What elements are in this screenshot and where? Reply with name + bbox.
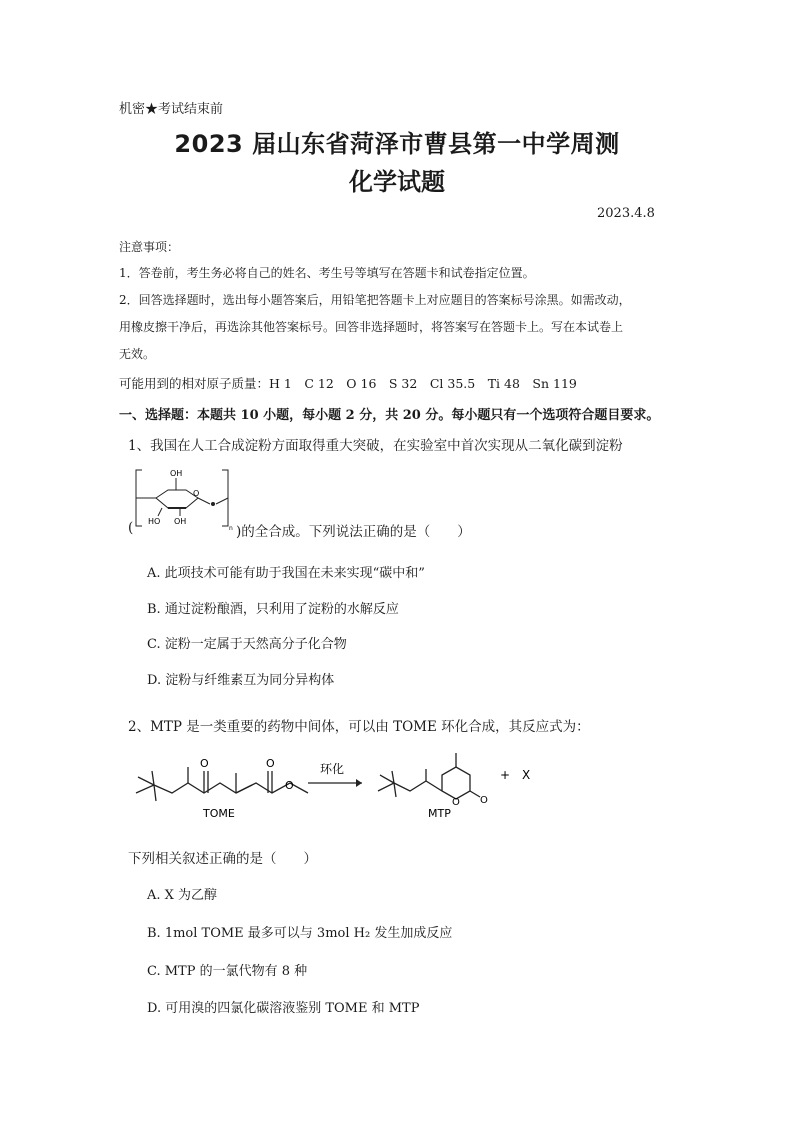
tome-structure bbox=[136, 767, 308, 801]
notice-heading: 注意事项： bbox=[119, 240, 180, 254]
q1-stem-line1: 1、我国在人工合成淀粉方面取得重大突破，在实验室中首次实现从二氧化碳到淀粉 bbox=[128, 438, 623, 454]
arrow-label: 环化 bbox=[320, 762, 345, 776]
notice-item-2-line3: 无效。 bbox=[119, 347, 156, 361]
q2-prompt: 下列相关叙述正确的是（ ） bbox=[128, 851, 317, 867]
q2-option-c: C. MTP 的一氯代物有 8 种 bbox=[147, 964, 308, 979]
q1-open-paren: ( bbox=[128, 520, 134, 536]
q2-option-a: A. X 为乙醇 bbox=[147, 888, 218, 903]
q1-option-b: B. 通过淀粉酿酒，只利用了淀粉的水解反应 bbox=[147, 602, 399, 617]
exam-subtitle: 化学试题 bbox=[349, 168, 445, 196]
q2-option-d: D. 可用溴的四氯化碳溶液鉴别 TOME 和 MTP bbox=[147, 1001, 420, 1016]
mtp-label: MTP bbox=[428, 807, 451, 820]
byproduct-x: + X bbox=[500, 768, 531, 782]
starch-structure bbox=[134, 466, 234, 532]
notice-item-1: 1．答卷前，考生务必将自己的姓名、考生号等填写在答题卡和试卷指定位置。 bbox=[119, 266, 535, 280]
q1-option-a: A. 此项技术可能有助于我国在未来实现“碳中和” bbox=[147, 566, 425, 581]
label-oh-bottom: OH bbox=[174, 517, 187, 526]
tome-label: TOME bbox=[203, 807, 235, 820]
section-heading: 一、选择题：本题共 10 小题，每小题 2 分，共 20 分。每小题只有一个选项符合题目要求。 bbox=[119, 408, 660, 423]
exam-date: 2023.4.8 bbox=[597, 206, 655, 221]
tome-ketone-o: O bbox=[200, 757, 209, 770]
ring-oxygen: O bbox=[193, 489, 200, 498]
q2-stem: 2、MTP 是一类重要的药物中间体，可以由 TOME 环化合成，其反应式为： bbox=[128, 719, 590, 735]
q1-stem-line2: )的全合成。下列说法正确的是（ ） bbox=[236, 524, 471, 540]
q2-option-b: B. 1mol TOME 最多可以与 3mol H₂ 发生加成反应 bbox=[147, 926, 453, 941]
label-oh-top: OH bbox=[170, 469, 183, 478]
tome-ether-o: O bbox=[285, 779, 294, 792]
exam-title: 2023 届山东省菏泽市曹县第一中学周测 bbox=[174, 130, 620, 158]
confidential-label: 机密★考试结束前 bbox=[119, 102, 224, 117]
reaction-scheme bbox=[130, 745, 570, 825]
q1-option-d: D. 淀粉与纤维素互为同分异构体 bbox=[147, 673, 335, 688]
mtp-ring-o: O bbox=[452, 797, 460, 808]
label-ho: HO bbox=[148, 517, 161, 526]
label-n: n bbox=[229, 525, 233, 532]
atomic-masses: 可能用到的相对原子质量：H 1 C 12 O 16 S 32 Cl 35.5 Ti 48 Sn 119 bbox=[119, 376, 577, 391]
notice-item-2-line2: 用橡皮擦干净后，再选涂其他答案标号。回答非选择题时，将答案写在答题卡上。写在本试卷上 bbox=[119, 320, 624, 334]
q1-option-c: C. 淀粉一定属于天然高分子化合物 bbox=[147, 637, 347, 652]
tome-ester-o: O bbox=[266, 757, 275, 770]
notice-item-2-line1: 2．回答选择题时，选出每小题答案后，用铅笔把答题卡上对应题目的答案标号涂黑。如需改动， bbox=[119, 293, 631, 307]
mtp-structure bbox=[378, 753, 480, 799]
mtp-carbonyl-o: O bbox=[480, 795, 488, 806]
